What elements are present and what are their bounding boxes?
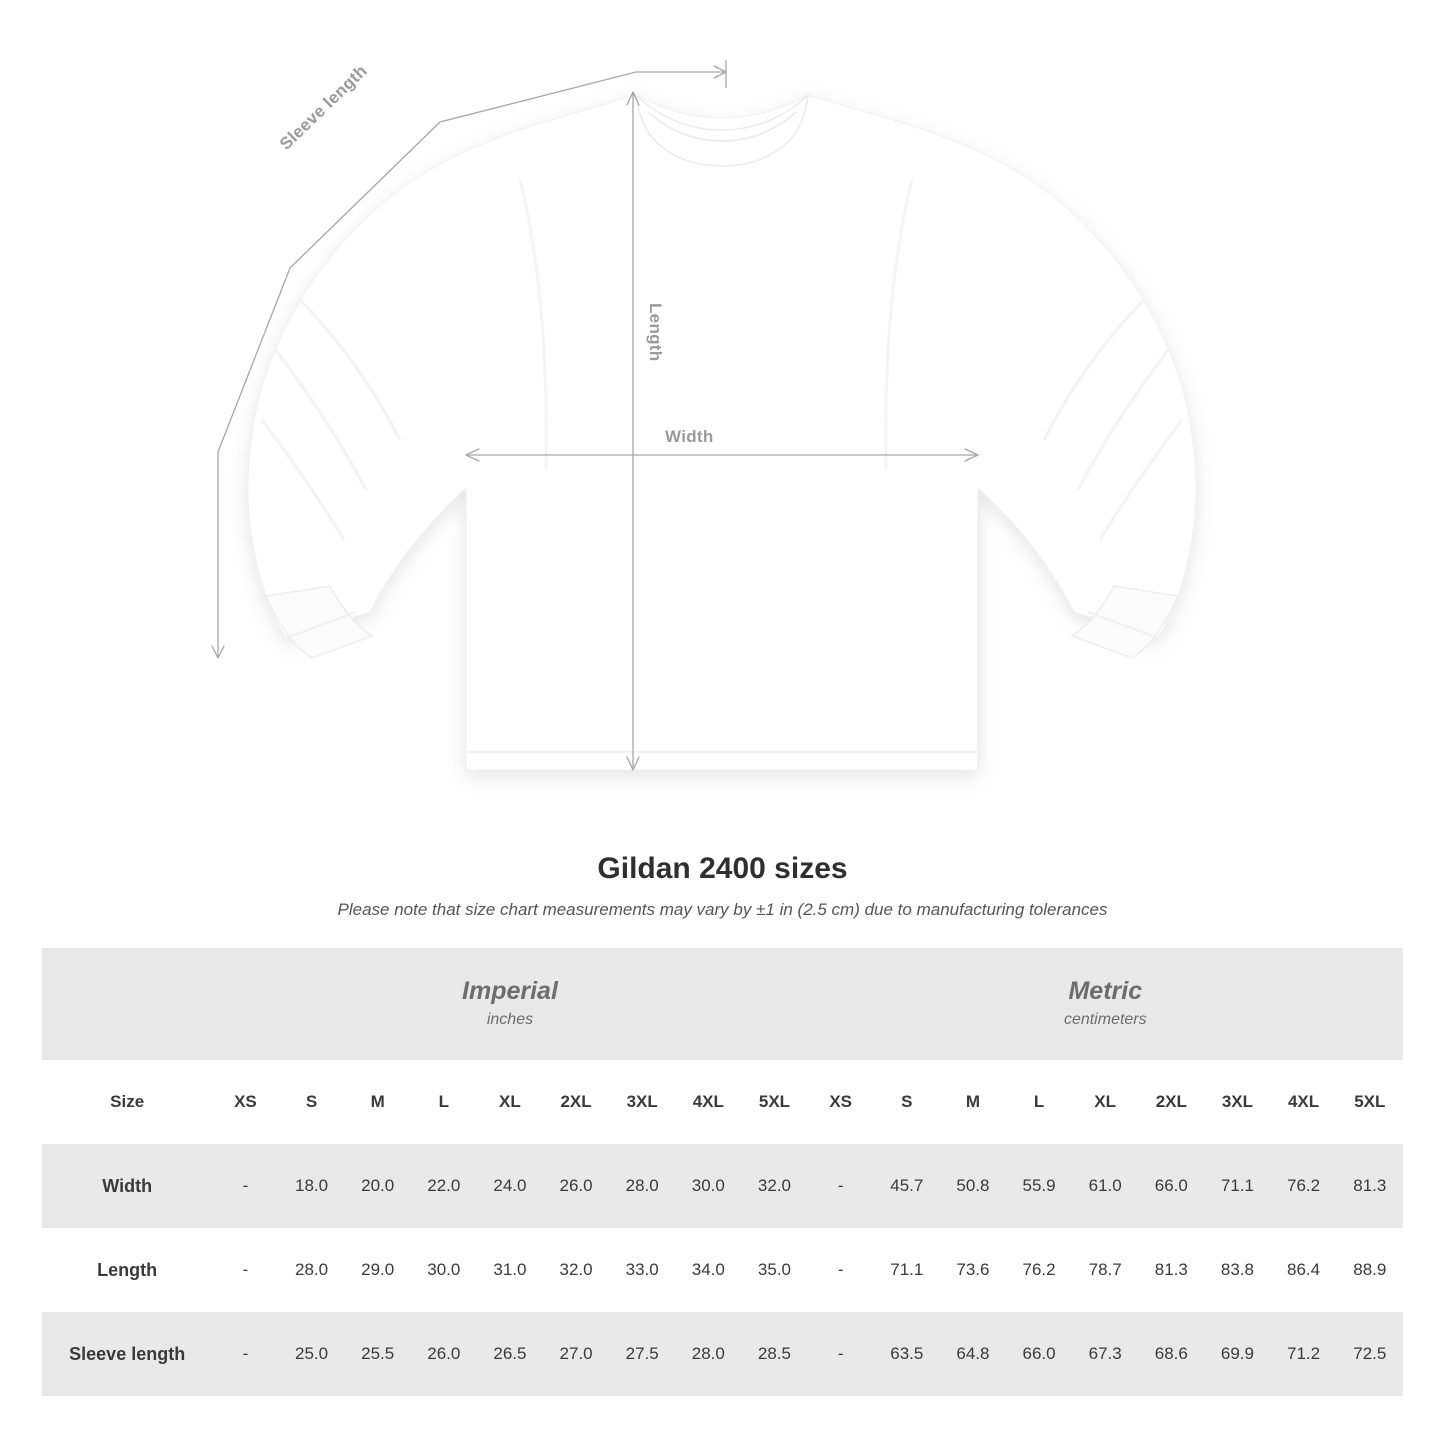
col-header-imperial-3xl: 3XL [609,1060,675,1144]
cell-sleeve-metric-xl: 67.3 [1072,1312,1138,1396]
imperial-unit-sub: inches [486,1010,534,1028]
cell-length-metric-4xl: 86.4 [1270,1228,1336,1312]
row-label-width: Width [42,1144,212,1228]
cell-width-imperial-2xl: 26.0 [543,1144,609,1228]
cell-sleeve-metric-3xl: 69.9 [1204,1312,1270,1396]
cell-sleeve-metric-2xl: 68.6 [1138,1312,1204,1396]
col-header-imperial-2xl: 2XL [543,1060,609,1144]
cell-length-metric-m: 73.6 [940,1228,1006,1312]
col-header-imperial-l: L [411,1060,477,1144]
col-header-imperial-s: S [278,1060,344,1144]
cell-sleeve-imperial-5xl: 28.5 [741,1312,807,1396]
cell-width-metric-xl: 61.0 [1072,1144,1138,1228]
cell-width-metric-m: 50.8 [940,1144,1006,1228]
unit-spacer-cell [42,948,212,1060]
cell-length-imperial-l: 30.0 [411,1228,477,1312]
page-title: Gildan 2400 sizes [597,852,848,885]
cell-width-imperial-4xl: 30.0 [675,1144,741,1228]
cell-sleeve-imperial-xs: - [212,1312,278,1396]
cell-width-metric-2xl: 66.0 [1138,1144,1204,1228]
cell-sleeve-metric-m: 64.8 [940,1312,1006,1396]
cell-length-imperial-3xl: 33.0 [609,1228,675,1312]
col-header-metric-m: M [940,1060,1006,1144]
cell-sleeve-metric-5xl: 72.5 [1337,1312,1403,1396]
tolerance-note: Please note that size chart measurements may vary by ±1 in (2.5 cm) due to manufacturing tolerances [337,900,1108,919]
cell-length-imperial-s: 28.0 [278,1228,344,1312]
metric-unit-sub: centimeters [1063,1010,1147,1028]
col-header-metric-3xl: 3XL [1204,1060,1270,1144]
cell-length-metric-2xl: 81.3 [1138,1228,1204,1312]
metric-unit-cell [808,948,1403,1060]
metric-unit-name: Metric [1068,976,1143,1005]
cell-sleeve-imperial-s: 25.0 [278,1312,344,1396]
cell-sleeve-imperial-3xl: 27.5 [609,1312,675,1396]
col-header-imperial-5xl: 5XL [741,1060,807,1144]
imperial-unit-cell [212,948,807,1060]
cell-width-metric-3xl: 71.1 [1204,1144,1270,1228]
cell-width-metric-xs: - [808,1144,874,1228]
cell-width-imperial-5xl: 32.0 [741,1144,807,1228]
unit-header-row [42,948,1403,1060]
cell-length-imperial-xl: 31.0 [477,1228,543,1312]
cell-sleeve-metric-l: 66.0 [1006,1312,1072,1396]
col-header-imperial-4xl: 4XL [675,1060,741,1144]
cell-width-metric-4xl: 76.2 [1270,1144,1336,1228]
col-header-metric-s: S [874,1060,940,1144]
col-header-metric-2xl: 2XL [1138,1060,1204,1144]
table-row [42,1144,1403,1228]
cell-width-metric-s: 45.7 [874,1144,940,1228]
cell-sleeve-imperial-2xl: 27.0 [543,1312,609,1396]
cell-sleeve-imperial-m: 25.5 [345,1312,411,1396]
cell-width-imperial-l: 22.0 [411,1144,477,1228]
col-header-imperial-xs: XS [212,1060,278,1144]
col-header-metric-4xl: 4XL [1270,1060,1336,1144]
cell-width-metric-5xl: 81.3 [1337,1144,1403,1228]
cell-length-metric-xl: 78.7 [1072,1228,1138,1312]
col-header-metric-l: L [1006,1060,1072,1144]
cell-length-imperial-2xl: 32.0 [543,1228,609,1312]
col-header-metric-xl: XL [1072,1060,1138,1144]
cell-sleeve-metric-xs: - [808,1312,874,1396]
cell-width-imperial-m: 20.0 [345,1144,411,1228]
cell-width-imperial-xs: - [212,1144,278,1228]
cell-length-imperial-5xl: 35.0 [741,1228,807,1312]
cell-length-imperial-m: 29.0 [345,1228,411,1312]
cell-width-metric-l: 55.9 [1006,1144,1072,1228]
cell-sleeve-imperial-4xl: 28.0 [675,1312,741,1396]
cell-length-metric-3xl: 83.8 [1204,1228,1270,1312]
cell-sleeve-metric-4xl: 71.2 [1270,1312,1336,1396]
col-header-size: Size [42,1060,212,1144]
col-header-imperial-xl: XL [477,1060,543,1144]
sleeve-length-label: Sleeve length [276,61,371,154]
chart-heading [0,852,1445,920]
size-table [42,948,1403,1396]
cell-length-imperial-xs: - [212,1228,278,1312]
row-label-sleeve-length: Sleeve length [42,1312,212,1396]
cell-length-metric-s: 71.1 [874,1228,940,1312]
cell-length-metric-5xl: 88.9 [1337,1228,1403,1312]
length-label: Length [646,303,665,362]
cell-sleeve-metric-s: 63.5 [874,1312,940,1396]
cell-width-imperial-3xl: 28.0 [609,1144,675,1228]
table-row [42,1312,1403,1396]
col-header-metric-xs: XS [808,1060,874,1144]
cell-length-imperial-4xl: 34.0 [675,1228,741,1312]
table-row [42,1228,1403,1312]
size-header-row [42,1060,1403,1144]
cell-length-metric-xs: - [808,1228,874,1312]
col-header-imperial-m: M [345,1060,411,1144]
cell-width-imperial-s: 18.0 [278,1144,344,1228]
cell-sleeve-imperial-xl: 26.5 [477,1312,543,1396]
cell-length-metric-l: 76.2 [1006,1228,1072,1312]
cell-sleeve-imperial-l: 26.0 [411,1312,477,1396]
col-header-metric-5xl: 5XL [1337,1060,1403,1144]
size-table-wrapper [42,948,1403,1396]
row-label-length: Length [42,1228,212,1312]
cell-width-imperial-xl: 24.0 [477,1144,543,1228]
imperial-unit-name: Imperial [462,976,558,1005]
width-label: Width [665,427,714,446]
